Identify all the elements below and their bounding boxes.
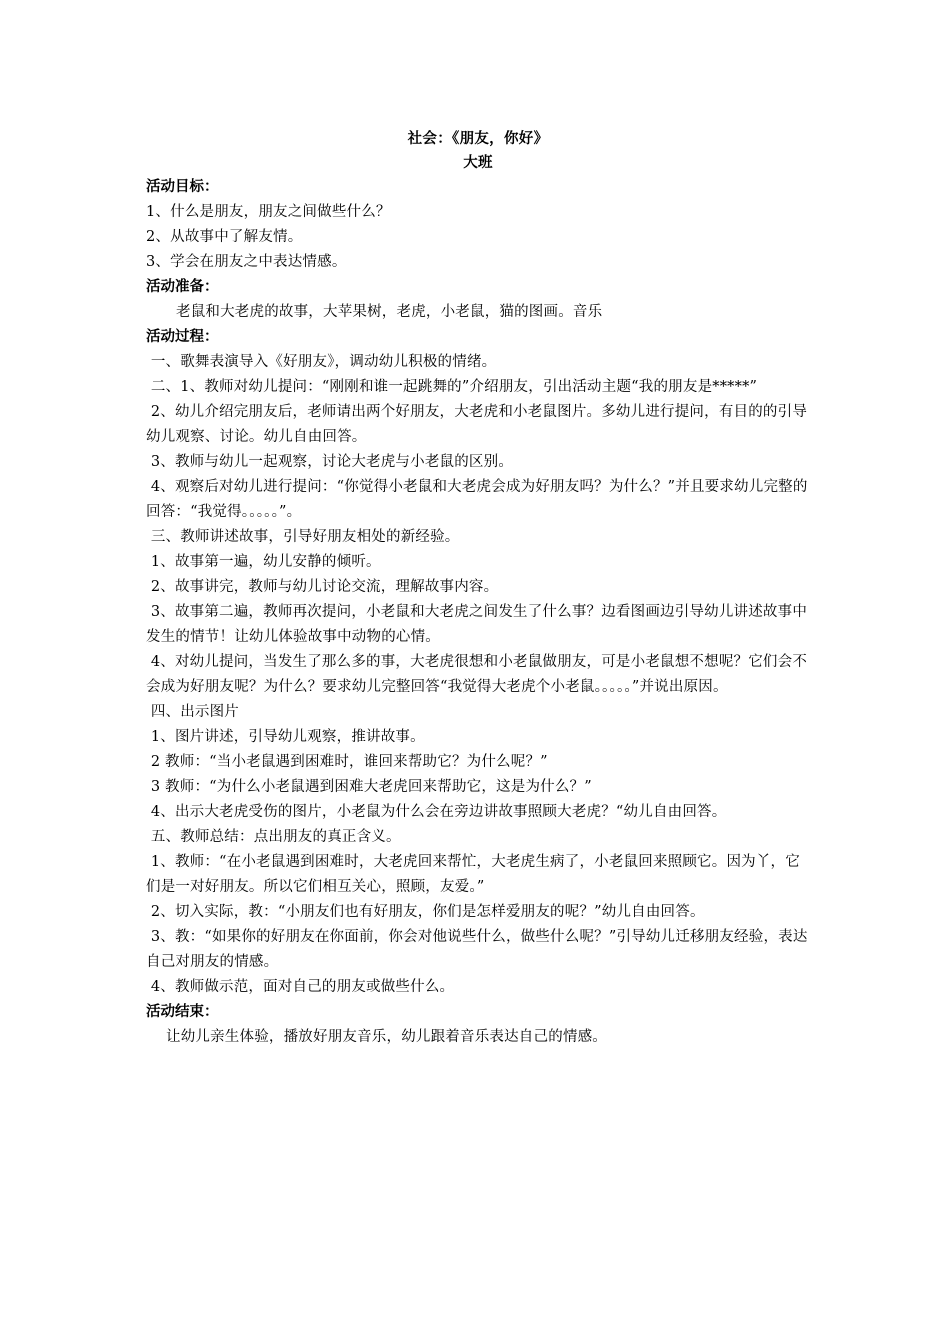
process-paragraph: 3、教：“如果你的好朋友在你面前，你会对他说些什么，做些什么呢？”引导幼儿迁移朋友经验，表达自己对朋友的情感。 <box>146 929 808 970</box>
process-paragraph: 2 教师：“当小老鼠遇到困难时，谁回来帮助它？为什么呢？” <box>146 754 548 770</box>
goals-heading: 活动目标： <box>146 179 219 195</box>
process-paragraph: 1、图片讲述，引导幼儿观察，推讲故事。 <box>146 729 425 745</box>
process-paragraph: 4、出示大老虎受伤的图片，小老鼠为什么会在旁边讲故事照顾大老虎？“幼儿自由回答。 <box>146 804 727 820</box>
process-paragraph: 4、教师做示范，面对自己的朋友或做些什么。 <box>146 979 455 995</box>
end-text: 让幼儿亲生体验，播放好朋友音乐，幼儿跟着音乐表达自己的情感。 <box>166 1029 607 1045</box>
process-paragraph: 3 教师：“为什么小老鼠遇到困难大老虎回来帮助它，这是为什么？” <box>146 779 592 795</box>
prep-text: 老鼠和大老虎的故事，大苹果树，老虎，小老鼠，猫的图画。音乐 <box>176 304 603 320</box>
process-paragraph: 四、出示图片 <box>146 704 240 720</box>
process-heading: 活动过程： <box>146 329 219 345</box>
process-paragraph: 2、切入实际，教：“小朋友们也有好朋友，你们是怎样爱朋友的呢？”幼儿自由回答。 <box>146 904 705 920</box>
process-paragraph: 三、教师讲述故事，引导好朋友相处的新经验。 <box>146 529 460 545</box>
document-subtitle: 大班 <box>463 155 493 171</box>
process-paragraph: 五、教师总结：点出朋友的真正含义。 <box>146 829 401 845</box>
document-title: 社会：《朋友，你好》 <box>407 131 549 147</box>
prep-heading: 活动准备： <box>146 279 219 295</box>
process-paragraph: 3、教师与幼儿一起观察，讨论大老虎与小老鼠的区别。 <box>146 454 514 470</box>
process-paragraph: 2、幼儿介绍完朋友后，老师请出两个好朋友，大老虎和小老鼠图片。多幼儿进行提问，有目的的引导幼儿观察、讨论。幼儿自由回答。 <box>146 404 808 445</box>
process-paragraph: 一、歌舞表演导入《好朋友》，调动幼儿积极的情绪。 <box>146 354 497 370</box>
process-paragraph: 2、故事讲完，教师与幼儿讨论交流，理解故事内容。 <box>146 579 499 595</box>
process-paragraph: 1、教师：“在小老鼠遇到困难时，大老虎回来帮忙，大老虎生病了，小老鼠回来照顾它。因为丫，它们是一对好朋友。所以它们相互关心，照顾，友爱。” <box>146 854 800 895</box>
process-paragraph: 4、观察后对幼儿进行提问：“你觉得小老鼠和大老虎会成为好朋友吗？为什么？”并且要求幼儿完整的回答：“我觉得。。。。。”。 <box>146 479 808 520</box>
goal-item: 1、什么是朋友，朋友之间做些什么？ <box>146 204 391 220</box>
process-paragraph: 1、故事第一遍，幼儿安静的倾听。 <box>146 554 381 570</box>
process-paragraph: 3、故事第二遍，教师再次提问，小老鼠和大老虎之间发生了什么事？边看图画边引导幼儿讲述故事中发生的情节！让幼儿体验故事中动物的心情。 <box>146 604 808 645</box>
goal-item: 2、从故事中了解友情。 <box>146 229 303 245</box>
end-heading: 活动结束： <box>146 1004 219 1020</box>
process-paragraph: 4、对幼儿提问，当发生了那么多的事，大老虎很想和小老鼠做朋友，可是小老鼠想不想呢？它们会不会成为好朋友呢？为什么？要求幼儿完整回答“我觉得大老虎个小老鼠。。。。。”并说出原因。 <box>146 654 808 695</box>
process-paragraph: 二、1、教师对幼儿提问：“刚刚和谁一起跳舞的”介绍朋友，引出活动主题“我的朋友是*****” <box>146 379 758 395</box>
goal-item: 3、学会在朋友之中表达情感。 <box>146 254 347 270</box>
